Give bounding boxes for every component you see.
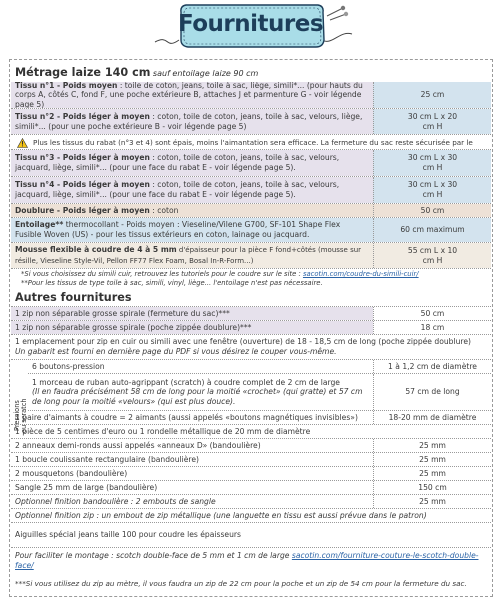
- tape-link[interactable]: sacotin.com/fourniture-couture-le-scotch-double-face/: [15, 551, 479, 570]
- supply-desc: 1 boucle coulissante rectangulaire (bandoulière): [15, 454, 199, 464]
- fabric-label: Tissu n°1 - Poids moyen: [15, 82, 118, 90]
- supply-qty: 25 mm: [373, 453, 491, 466]
- interfacing-row: [11, 218, 491, 243]
- fabric-qty: 30 cm L x 30 cm H: [373, 177, 491, 203]
- supply-subdesc: Un gabarit est fourni en dernière page du PDF si vous désirez le couper vous-même.: [15, 347, 337, 356]
- page-title: Fournitures: [177, 11, 324, 37]
- supply-qty: 25 mm: [373, 467, 491, 480]
- supply-row: [11, 307, 491, 321]
- supply-row: [28, 360, 491, 374]
- warning-text: Plus les tissus du rabat (n°3 et 4) sont épais, moins l'aimantation sera efficace. La fermeture du sac reste sécurisée par le: [33, 138, 473, 147]
- fabric-row-1: [11, 82, 491, 109]
- supply-desc: Optionnel finition bandoulière : 2 embouts de sangle: [15, 496, 216, 506]
- fabric-desc: : toile de coton, jeans, toile à sac, liège, simili*... (pour hauts du corps A, côtés C, fond F, une poche extérieure B, attaches J et parmenture G - voir légende page 5): [15, 82, 363, 108]
- section2-heading: [11, 291, 491, 307]
- foam-qty: 55 cm L x 10 cm H: [373, 243, 491, 268]
- supply-qty: 57 cm de long: [373, 374, 491, 410]
- supply-desc: 1 pièce de 5 centimes d'euro ou 1 rondelle métallique de 20 mm de diamètre: [15, 426, 311, 436]
- simili-link[interactable]: sacotin.com/coudre-du-simili-cuir/: [302, 270, 419, 278]
- tape-tip: Pour faciliter le montage : scotch double-face de 5 mm et 1 cm de large: [15, 551, 292, 561]
- fabric-row-2: [11, 109, 491, 135]
- section2-title: Autres fournitures: [15, 291, 132, 304]
- supply-desc: 1 morceau de ruban auto-agrippant (scratch) à coudre complet de 2 cm de large: [32, 377, 340, 387]
- fabric-qty: 25 cm: [373, 82, 491, 108]
- zip-metre-row: [11, 574, 491, 594]
- supply-desc: 2 mousquetons (bandoulière): [15, 468, 128, 478]
- tape-tip-row: [11, 548, 491, 574]
- supply-desc: 1 zip non séparable grosse spirale (fermeture du sac)***: [15, 308, 230, 318]
- section1-notes: [11, 269, 491, 290]
- warning-icon: [17, 138, 28, 148]
- supply-qty: 25 mm: [373, 439, 491, 452]
- fabric-label: Tissu n°2 - Poids léger à moyen: [15, 111, 150, 121]
- supply-qty: 1 à 1,2 cm de diamètre: [373, 360, 491, 373]
- supply-desc: 1 emplacement pour zip en cuir ou simili avec une fenêtre (ouverture) de 18 - 18,5 cm de long (poche zippée doublure): [15, 337, 472, 347]
- zip-metre-note: ***Si vous utilisez du zip au mètre, il vous faudra un zip de 22 cm pour la poche et un zip de 54 cm pour la fermeture du sac.: [15, 579, 467, 589]
- supply-qty: 18 cm: [373, 321, 491, 334]
- supply-row: [11, 335, 491, 360]
- needles-text: Aiguilles spécial jeans taille 100 pour coudre les épaisseurs: [15, 530, 241, 540]
- supply-row: [11, 321, 491, 335]
- supply-qty: 150 cm: [373, 481, 491, 494]
- supply-row: [11, 467, 491, 481]
- supply-row: [11, 411, 491, 425]
- interfacing-note: **Pour les tissus de type toile à sac, simili, vinyl, liège... l'entoilage n'est pas nécessaire.: [21, 279, 323, 287]
- zip-pull-note: Optionnel finition zip : un embout de zip métallique (une languette en tissu est aussi prévue dans le patron): [15, 510, 427, 520]
- section1-title: Métrage laize 140 cm: [15, 66, 151, 79]
- supply-qty: 18-20 mm de diamètre: [373, 411, 491, 424]
- supply-desc: 2 anneaux demi-ronds aussi appelés «anneaux D» (bandoulière): [15, 440, 261, 450]
- supply-desc: 1 zip non séparable grosse spirale (poche zippée doublure)***: [15, 322, 252, 332]
- supply-row: [11, 495, 491, 509]
- fabric-desc: : coton, toile de coton, jeans, toile à sac, velours, liège, simili*... (pour une poche extérieure B - voir légende page 5): [15, 111, 363, 131]
- header: [0, 0, 501, 56]
- zip-pull-note-row: [11, 509, 491, 523]
- fabric-label: Tissu n°4 - Poids léger à moyen: [15, 180, 150, 190]
- fabric-row-4: [11, 177, 491, 204]
- simili-note: *Si vous choisissez du simili cuir, retrouvez les tutoriels pour le coudre sur le site :: [21, 270, 303, 278]
- supply-desc: 1 paire d'aimants à coudre = 2 aimants (aussi appelés «boutons magnétiques invisibles»): [15, 412, 358, 422]
- lining-qty: 50 cm: [373, 204, 491, 217]
- fabric-qty: 30 cm L x 20 cm H: [373, 109, 491, 134]
- fabric-desc: : coton, toile de coton, jeans, toile à sac, velours, jacquard, liège, simili*... (pour une face du rabat E - voir légende page 5).: [15, 180, 340, 199]
- supply-qty: 25 mm: [373, 495, 491, 508]
- supply-row: [28, 374, 491, 411]
- supply-row: [11, 439, 491, 453]
- pressions-scratch-label: Pressions ou scratch: [13, 398, 28, 434]
- fabric-row-3: [11, 150, 491, 177]
- supply-row: [11, 453, 491, 467]
- interfacing-label: Entoilage**: [15, 220, 64, 230]
- fabric-label: Tissu n°3 - Poids léger à moyen: [15, 153, 150, 163]
- needles-row: [11, 523, 491, 548]
- interfacing-qty: 60 cm maximum: [373, 218, 491, 242]
- supply-subdesc: (Il en faudra précisément 58 cm de long pour la moitié «crochet» (qui gratte) et 57 cm de long pour la moitié «velours» (qui est plus douce).: [32, 387, 363, 406]
- interfacing-desc: thermocollant - Poids moyen : Vieseline/Vilene G700, SF-101 Shape Flex Fusible Woven (US) - pour les tissus extérieurs en coton, lainage ou jacquard.: [15, 220, 341, 239]
- fabric-desc: : coton, toile de coton, jeans, toile à sac, velours, jacquard, liège, simili*... (pour une face du rabat E - voir légende page 5).: [15, 153, 340, 172]
- section1-subtitle: sauf entoilage laize 90 cm: [150, 69, 259, 78]
- supply-qty: 50 cm: [373, 307, 491, 320]
- fabric-qty: 30 cm L x 30 cm H: [373, 150, 491, 176]
- lining-desc: : coton: [149, 205, 179, 215]
- foam-desc: d'épaisseur pour la pièce F fond+côtés (mousse sur résille, Vieseline Style-Vil, Pellon FF77 Flex Foam, Bosal In-R-Form...): [15, 245, 362, 265]
- supply-desc: Sangle 25 mm de large (bandoulière): [15, 482, 158, 492]
- supply-row: [11, 425, 491, 439]
- supply-desc: 6 boutons-pression: [32, 361, 105, 371]
- foam-row: [11, 243, 491, 269]
- lining-label: Doublure - Poids léger à moyen: [15, 205, 150, 215]
- foam-label: Mousse flexible à coudre de 4 à 5 mm: [15, 244, 177, 254]
- lining-row: [11, 204, 491, 218]
- warning-row: [11, 135, 491, 150]
- supply-row: [11, 481, 491, 495]
- section1-heading: [11, 66, 491, 82]
